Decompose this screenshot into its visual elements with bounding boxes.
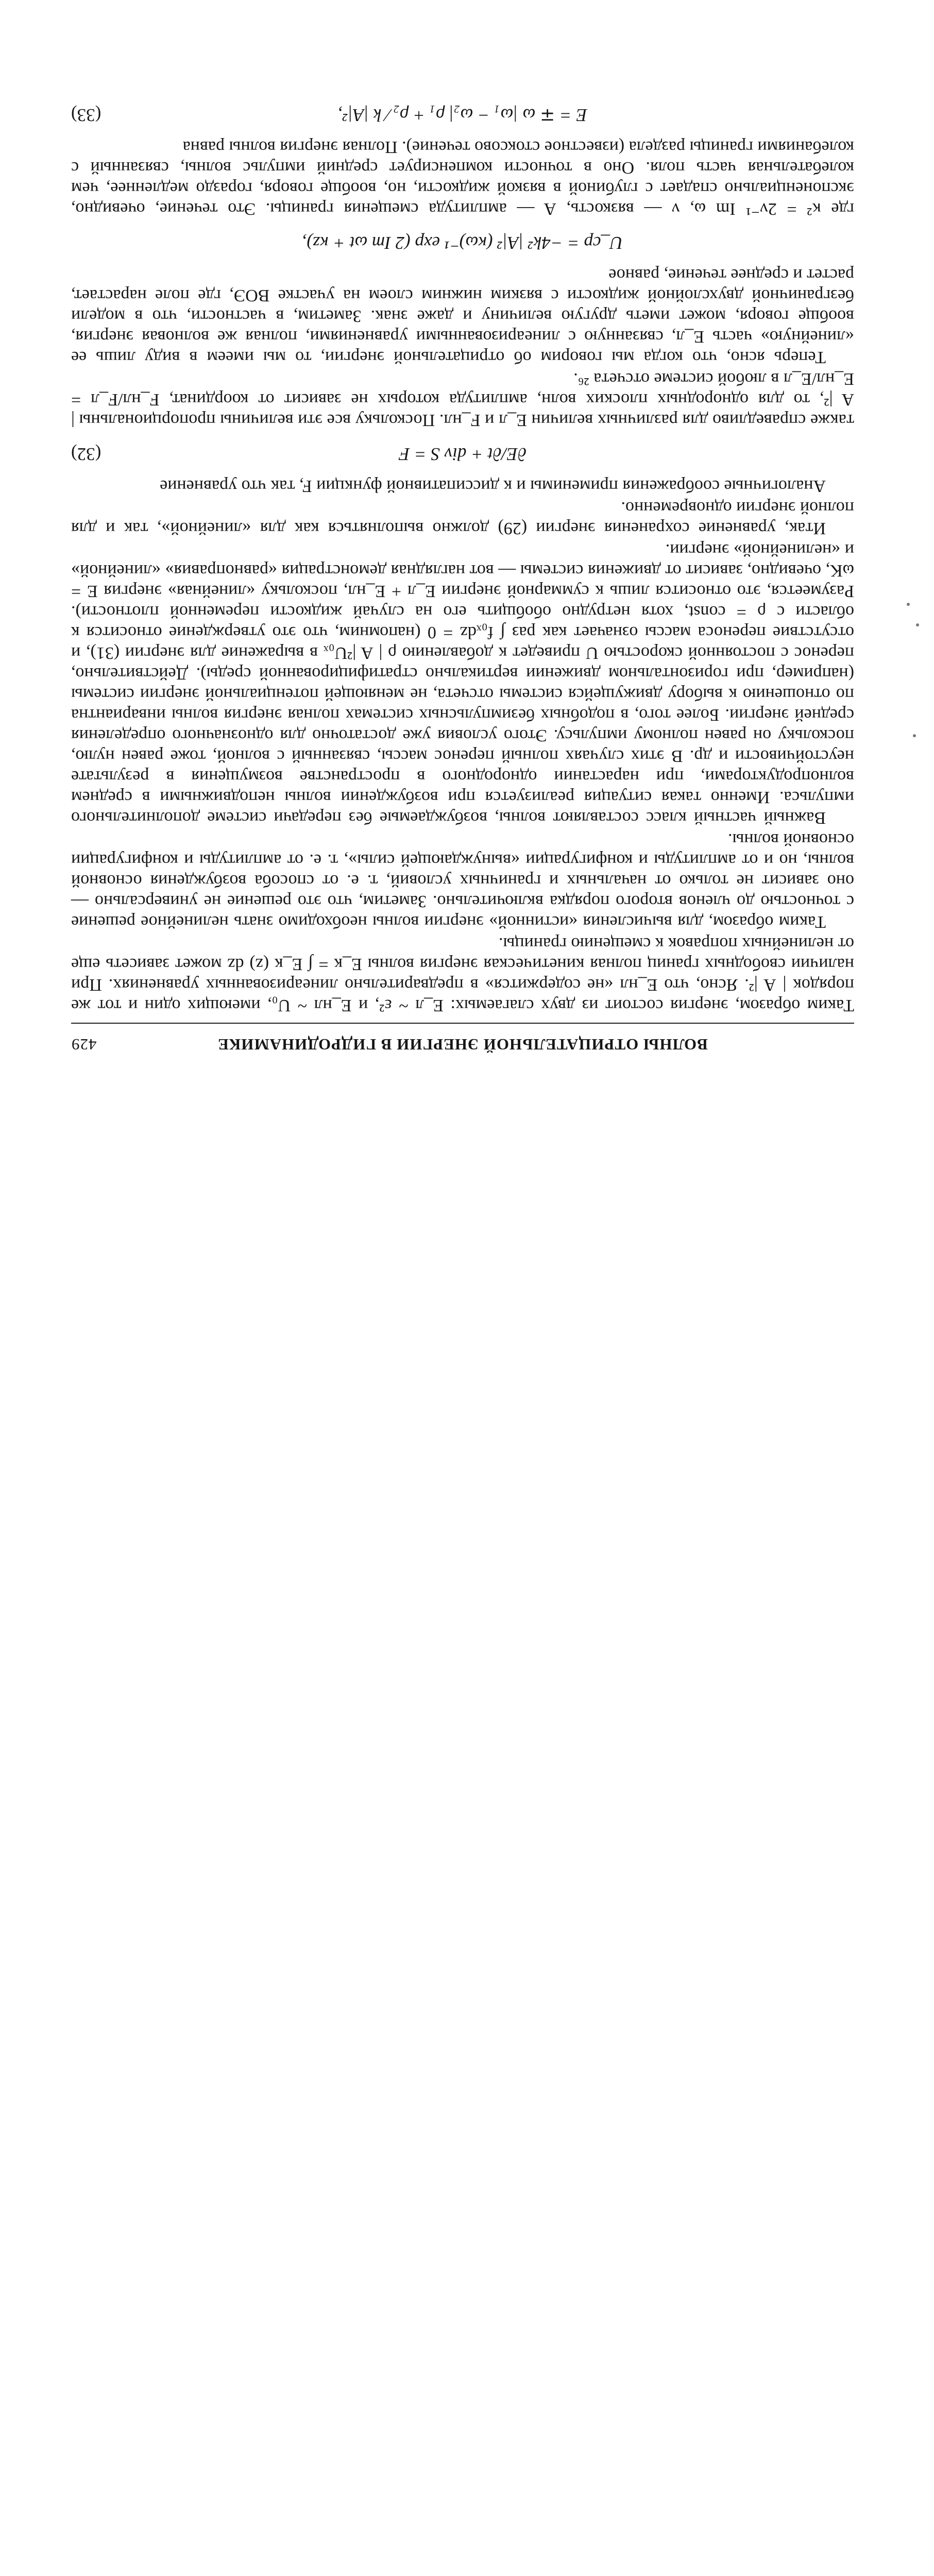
equation-32 xyxy=(71,437,854,470)
page-number: 429 xyxy=(71,1036,97,1054)
scan-speck xyxy=(916,623,919,626)
paragraph-stokes-flow: где κ² = 2ν⁻¹ Im ω, ν — вязкость, A — амплитуда смещения границы. Это течение, очевидно, экспоненциально спадает с глубиной в вязкой жидкости, но, вообще говоря, гораздо медленнее, чем колебательная часть поля. Оно в точности компенсирует средний импульс волны, связанный с колебаниями границы раздела (известное стоксово течение). Полная энергия волны равна xyxy=(71,138,854,218)
paragraph-energy-conservation: Итак, уравнение сохранения энергии (29) должно выполняться как для «линейной», так и для полной энергии одновременно. xyxy=(71,498,854,538)
equation-mean-flow xyxy=(71,226,854,259)
text-column xyxy=(71,91,854,1054)
header-rule xyxy=(71,1023,854,1024)
running-head-title: ВОЛНЫ ОТРИЦАТЕЛЬНОЙ ЭНЕРГИИ В ГИДРОДИНАМИКЕ xyxy=(217,1036,708,1054)
rotated-book-page xyxy=(21,21,913,1082)
equation-33-number: (33) xyxy=(71,105,101,125)
paragraph-energy-terms: Таким образом, энергия состоит из двух слагаемых: E_л ~ ε², и E_нл ~ U₀, имеющих один и тот же порядок | A |². Ясно, что E_нл «не содержится» в предварительно линеаризованных уравнениях. При наличии свободных границ полная кинетическая энергия волны E_к = ∫ E_к (z) dz может зависеть еще от нелинейных поправок к смещению границы. xyxy=(71,934,854,1015)
equation-mean-flow-body: U_ср = −4k² |A|² (κω)⁻¹ exp (2 Im ωt + κz), xyxy=(302,233,623,253)
equation-32-number: (32) xyxy=(71,444,101,464)
scan-speck xyxy=(913,734,916,737)
paragraph-proportional-values: также справедливо для различных величин E_л и F_нл. Поскольку все эти величины пропорциональны | A |², то для однородных плоских волн, амплитуда которых не зависит от координат, F_нл/F_л = E_нл/E_л в любой системе отсчета ²⁶. xyxy=(71,369,854,430)
equation-33 xyxy=(71,98,854,131)
running-head xyxy=(71,1027,854,1054)
paragraph-negative-energy: Теперь ясно, что когда мы говорим об отрицательной энергии, то мы имеем в виду лишь ее «линейную» часть E_л, связанную с линеаризованными уравнениями, полная же волновая энергия, вообще говоря, может иметь другую величину и даже знак. Заметим, в частности, что в модели безграничной двухслойной жидкости с вязким нижним слоем на участке ВОЭ, где поле нарастает, растет и среднее течение, равное xyxy=(71,265,854,367)
scan-speck xyxy=(907,603,910,606)
paragraph-momentum-free-waves: Важный частный класс составляют волны, возбуждаемые без передачи системе дополнительного импульса. Именно такая ситуация реализуется при возбуждении волны неподвижными в среднем волнопродукторами, при нарастании однородного в пространстве возмущения в результате неустойчивости и др. В этих случаях полный перенос массы, связанный с волной, тоже равен нулю, поскольку он равен полному импульсу. Этого условия уже достаточно для однозначного определения средней энергии. Более того, в подобных безимпульсных системах полная энергия волны инвариантна по отношению к выбору движущейся системы отсчета, не меняющей потенциальной энергии системы (например, при горизонтальном движении вертикально стратифицированной среды). Действительно, перенос с постоянной скоростью U приведет к добавлению ρ | A |²U₀ₓ в выражение для энергии (31), и отсутствие переноса массы означает как раз ∫ f₀ₓdz = 0 (напомним, что это утверждение относится к области с ρ = const, хотя нетрудно обобщить его на случай жидкости переменной плотности). Разумеется, это относится лишь к суммарной энергии E_л + E_нл, поскольку «линейная» энергия E = ωK, очевидно, зависит от движения системы — вот наглядная демонстрация «равноправия» «линейной» и «нелинейной» энергии. xyxy=(71,540,854,827)
equation-33-body: E = ∓ ω |ω₁ − ω₂| ρ₁ + ρ₂ ⁄ k |A|², xyxy=(338,105,587,125)
paragraph-nonlinear-solution: Таким образом, для вычисления «истинной» энергии волны необходимо знать нелинейное решение с точностью до членов второго порядка включительно. Заметим, что это решение не универсально — оно зависит не только от начальных и граничных условий, т. е. от способа возбуждения основной волны, но и от амплитуды и конфигурации «вынуждающей силы», т. е. от амплитуды и конфигурации основной волны. xyxy=(71,830,854,931)
equation-32-body: ∂E/∂t + div S = F xyxy=(398,444,527,464)
paragraph-dissipative-function: Аналогичные соображения применимы и к диссипативной функции F, так что уравнение xyxy=(160,477,826,496)
